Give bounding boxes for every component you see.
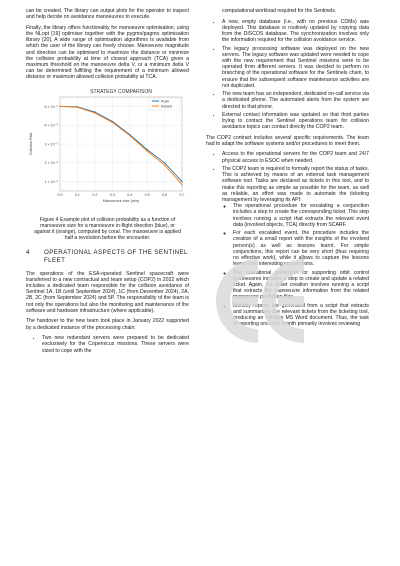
section-title: OPERATIONAL ASPECTS OF THE SENTINEL FLEET bbox=[44, 249, 188, 264]
paragraph: The COP2 contract includes several specific requirements. The team had to adapt the software systems and/or procedures to meet them. bbox=[206, 134, 369, 147]
data-point bbox=[164, 164, 165, 165]
strategy-comparison-chart bbox=[26, 85, 189, 215]
x-tick-label: 0.1 bbox=[74, 193, 80, 198]
paragraph: The operations of the ESA-operated Sentinel spacecraft were transferred to a new contractual and team setup (COP2) in 2022 which includes a dedicated team responsible for the collision avoidance of Sentinel 1A, 1B (until September 2024), 1C (from December 2024), 2A, 2B, 2C (from September 2024) and 5P. The responsibility of the team is not only the operations but also the monitoring and maintenance of the software and hardware infrastructure (where applicable). bbox=[26, 270, 189, 314]
section-number: 4 bbox=[26, 249, 30, 257]
data-point bbox=[77, 107, 78, 108]
paragraph: Finally, the library offers functionality for manoeuvre optimisation, using the NLopt [19] optimiser together with the pygmo/pagmo optimisation library [20]. A wide range of optimisation algorithms is available from which the user of the library can freely choose. Manoeuvre magnitude and direction can be optimised to maximize the distance or minimize the collision probability at time of closest approach (TCA) given a maximum threshold on the manoeuvre delta V, or a minimum delta V can be determined fulfilling the requirement of a minimum allowed distance or maximum allowed collision probability at TCA. bbox=[26, 24, 189, 81]
x-tick-label: 0.5 bbox=[144, 193, 150, 198]
list-item: • The legacy processing software was deployed on the new servers. The legacy software was updated were needed to cope with the new requirement that Sentinel missions were to be operated from different servers. It was decided to perform no branching of the operational software for the Sentinels chain, to ensure that the subsequent software maintenance activities are not duplicated. bbox=[222, 46, 369, 89]
y-tick-label: 2 × 10⁻⁵ bbox=[44, 161, 58, 166]
y-tick-label: 1 × 10⁻⁵ bbox=[44, 180, 58, 185]
bullet-list bbox=[26, 335, 189, 354]
legend-label: Push bbox=[161, 99, 170, 104]
y-tick-label: 5 × 10⁻⁵ bbox=[44, 104, 58, 109]
y-tick-label: 3 × 10⁻⁵ bbox=[44, 142, 58, 147]
y-axis-label: Collision Risk bbox=[29, 132, 33, 156]
left-column bbox=[26, 8, 189, 358]
bullet-list bbox=[206, 151, 369, 327]
section-heading bbox=[26, 249, 189, 264]
x-tick-label: 0.0 bbox=[57, 193, 63, 198]
y-tick-label: 4 × 10⁻⁵ bbox=[44, 123, 58, 128]
sub-list-item: ◦ The operational procedure for escalating a conjunction includes a step to create the corresponding ticket. This step involves running a script that extracts the relevant event data (involved objects, TCA) directly from SCARF. bbox=[233, 203, 369, 228]
list-item bbox=[222, 166, 369, 328]
data-point bbox=[164, 162, 165, 163]
sub-bullet-list bbox=[222, 203, 369, 327]
data-point bbox=[94, 112, 95, 113]
data-point bbox=[59, 106, 60, 107]
list-item: • The new team has an independent, dedicated on-call service via a dedicated phone. The automated alerts from the system are directed to that phone. bbox=[222, 91, 369, 110]
data-point bbox=[181, 184, 182, 185]
series-line-retard bbox=[60, 106, 182, 184]
x-tick-label: 0.4 bbox=[127, 193, 133, 198]
x-tick-label: 0.7 bbox=[179, 193, 185, 198]
x-tick-label: 0.6 bbox=[162, 193, 168, 198]
list-item-text: The COP2 team is required to formally report the status of tasks. This is achieved by means of an external task management software tool. Tasks are declared as tickets in this tool, and to make this reporting as simple as possible for the team, as well as reliable, an effort was made to automate the ticketing management by leveraging its API: bbox=[222, 166, 369, 204]
list-item: • Two new redundant servers were prepared to be dedicated exclusively for the Copernicus missions. These servers were sized to cope with the bbox=[42, 335, 189, 354]
chart-title: STRATEGY COMPARISON bbox=[90, 89, 152, 96]
list-item: • Access to the operational servers for the COP2 team and 24/7 physical access to ESOC when needed. bbox=[222, 151, 369, 163]
bullet-list bbox=[206, 19, 369, 131]
data-point bbox=[112, 122, 113, 123]
x-tick-label: 0.3 bbox=[109, 193, 115, 198]
sub-list-item: ◦ The operational procedure for supporting orbit control manoeuvres includes a step to create and update a related ticket. Again, the ticket creation involves running a script that extracts the manoeuvre information from the related manoeuvre prediction files. bbox=[233, 270, 369, 301]
list-item: • A new, empty database (i.e., with no previous CDMs) was deployed. This database is routinely updated by copying data from the DISCOS database. The synchronization involves only the information required for the collision avoidance service. bbox=[222, 19, 369, 44]
data-point bbox=[129, 135, 130, 136]
x-axis-label: Manoeuvre size (m/s) bbox=[102, 199, 140, 204]
sub-list-item: ◦ For each escalated event, the procedure includes the creation of a small report with the insights of the involved person(s) as well as lessons learnt. For simple conjunctions, this report can be very short (thus requiring no effective work), while it allows to capture the lessons learnt from interesting conjunctions. bbox=[233, 230, 369, 267]
data-point bbox=[181, 181, 182, 182]
legend-label: Retard bbox=[161, 104, 172, 109]
right-column bbox=[206, 8, 369, 332]
paragraph: can be created. The library can output plots for the operator to inspect and help decide on avoidance manoeuvres to execute. bbox=[26, 8, 189, 21]
paragraph: The handover to the new team took place in January 2022 supported by a dedicated instance of the processing chain: bbox=[26, 318, 189, 331]
sub-list-item: ◦ Monthly reports are generated from a script that extracts and summarizes the relevant tickets from the ticketing tool, producing an editable MS Word document. Thus, the task of reporting once per month primarily involves reviewing bbox=[233, 303, 369, 328]
x-tick-label: 0.2 bbox=[92, 193, 98, 198]
list-item: • External contact information was updated so that third parties trying to contact the Sentinel operations team for collision avoidance topics can contact directly the COP2 team. bbox=[222, 112, 369, 131]
chart-svg bbox=[26, 85, 189, 215]
paragraph: computational workload required for the Sentinels. bbox=[222, 8, 337, 14]
data-point bbox=[146, 150, 147, 151]
figure-caption: Figure 4 Example plot of collision probability as a function of manoeuvre size for a manoeuvre in-flight direction (blue), or against it (orange), computed by coral. The manoeuvre is applied half a revolution before the encounter. bbox=[34, 217, 181, 242]
